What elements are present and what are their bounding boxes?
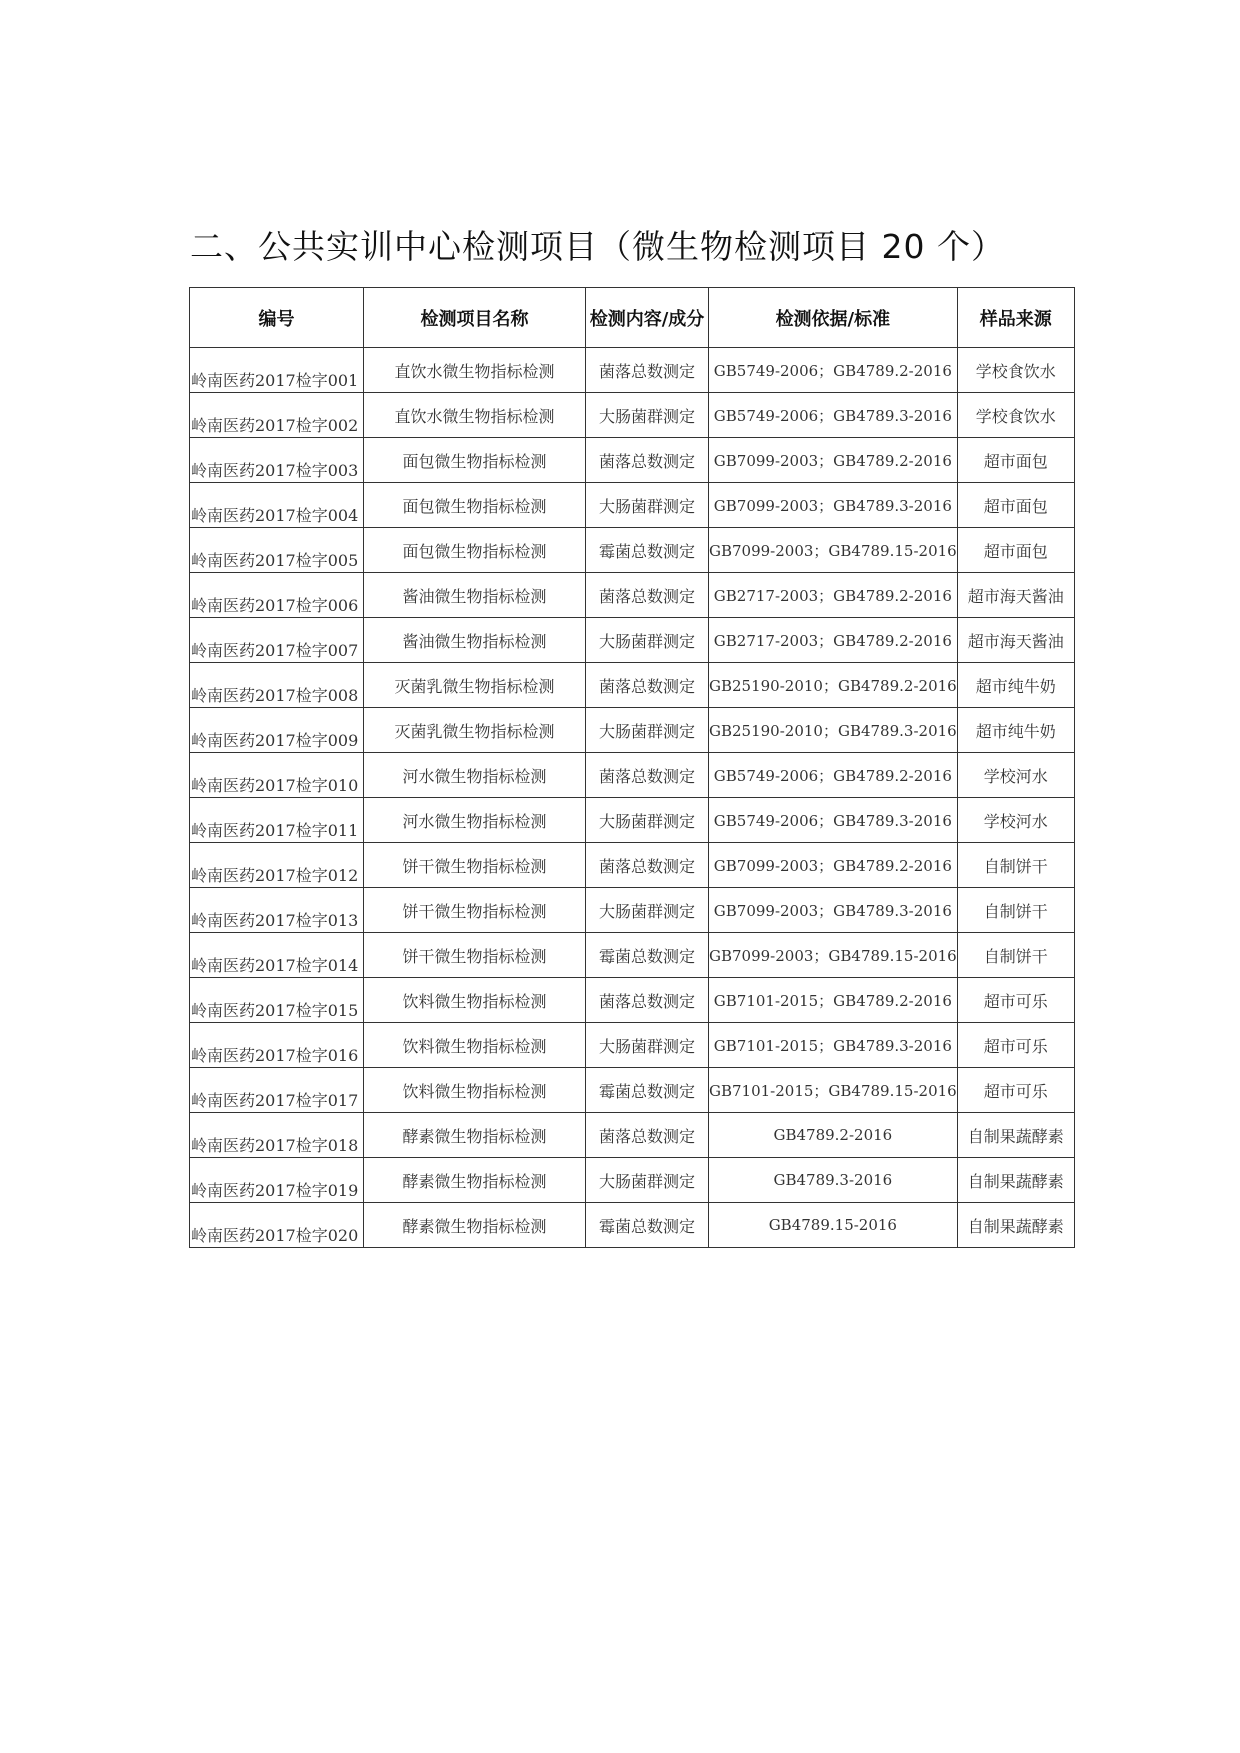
cell-sample-source: 超市海天酱油 [957, 573, 1074, 618]
cell-item-name: 面包微生物指标检测 [364, 483, 586, 528]
cell-content: 霉菌总数测定 [586, 1068, 709, 1113]
cell-content: 大肠菌群测定 [586, 1023, 709, 1068]
cell-content: 菌落总数测定 [586, 663, 709, 708]
header-id: 编号 [190, 288, 364, 348]
cell-id: 岭南医药2017检字005 [190, 528, 364, 573]
cell-item-name: 面包微生物指标检测 [364, 528, 586, 573]
table-row [190, 438, 1075, 483]
cell-content: 菌落总数测定 [586, 753, 709, 798]
cell-standard: GB5749-2006；GB4789.3-2016 [709, 798, 958, 843]
cell-id: 岭南医药2017检字003 [190, 438, 364, 483]
cell-content: 霉菌总数测定 [586, 528, 709, 573]
table-header-row [190, 288, 1075, 348]
table-row [190, 1158, 1075, 1203]
table-row [190, 573, 1075, 618]
cell-sample-source: 超市可乐 [957, 978, 1074, 1023]
cell-standard: GB7099-2003；GB4789.3-2016 [709, 888, 958, 933]
cell-sample-source: 超市可乐 [957, 1023, 1074, 1068]
cell-item-name: 饮料微生物指标检测 [364, 1023, 586, 1068]
cell-id: 岭南医药2017检字010 [190, 753, 364, 798]
table-row [190, 1068, 1075, 1113]
cell-standard: GB25190-2010；GB4789.3-2016 [709, 708, 958, 753]
cell-content: 霉菌总数测定 [586, 1203, 709, 1248]
table-row [190, 888, 1075, 933]
cell-id: 岭南医药2017检字017 [190, 1068, 364, 1113]
cell-id: 岭南医药2017检字001 [190, 348, 364, 393]
cell-standard: GB5749-2006；GB4789.3-2016 [709, 393, 958, 438]
cell-content: 霉菌总数测定 [586, 933, 709, 978]
cell-standard: GB4789.3-2016 [709, 1158, 958, 1203]
cell-content: 菌落总数测定 [586, 573, 709, 618]
cell-id: 岭南医药2017检字012 [190, 843, 364, 888]
cell-sample-source: 超市面包 [957, 483, 1074, 528]
cell-standard: GB7101-2015；GB4789.2-2016 [709, 978, 958, 1023]
cell-standard: GB4789.15-2016 [709, 1203, 958, 1248]
cell-id: 岭南医药2017检字007 [190, 618, 364, 663]
cell-sample-source: 超市面包 [957, 528, 1074, 573]
header-sample-source: 样品来源 [957, 288, 1074, 348]
cell-content: 大肠菌群测定 [586, 1158, 709, 1203]
table-row [190, 708, 1075, 753]
cell-sample-source: 学校食饮水 [957, 393, 1074, 438]
cell-id: 岭南医药2017检字013 [190, 888, 364, 933]
cell-standard: GB7099-2003；GB4789.15-2016 [709, 933, 958, 978]
table-row [190, 1023, 1075, 1068]
cell-id: 岭南医药2017检字011 [190, 798, 364, 843]
cell-standard: GB2717-2003；GB4789.2-2016 [709, 618, 958, 663]
cell-content: 菌落总数测定 [586, 348, 709, 393]
cell-content: 菌落总数测定 [586, 438, 709, 483]
cell-standard: GB5749-2006；GB4789.2-2016 [709, 348, 958, 393]
table-row [190, 798, 1075, 843]
cell-id: 岭南医药2017检字004 [190, 483, 364, 528]
cell-id: 岭南医药2017检字008 [190, 663, 364, 708]
cell-standard: GB7101-2015；GB4789.15-2016 [709, 1068, 958, 1113]
cell-sample-source: 自制饼干 [957, 843, 1074, 888]
cell-content: 大肠菌群测定 [586, 618, 709, 663]
cell-item-name: 酵素微生物指标检测 [364, 1113, 586, 1158]
cell-standard: GB7101-2015；GB4789.3-2016 [709, 1023, 958, 1068]
cell-item-name: 饼干微生物指标检测 [364, 843, 586, 888]
table-row [190, 933, 1075, 978]
table-row [190, 843, 1075, 888]
cell-content: 大肠菌群测定 [586, 888, 709, 933]
cell-id: 岭南医药2017检字019 [190, 1158, 364, 1203]
cell-standard: GB2717-2003；GB4789.2-2016 [709, 573, 958, 618]
cell-standard: GB7099-2003；GB4789.3-2016 [709, 483, 958, 528]
header-content: 检测内容/成分 [586, 288, 709, 348]
cell-sample-source: 自制饼干 [957, 933, 1074, 978]
cell-item-name: 河水微生物指标检测 [364, 798, 586, 843]
table-row [190, 618, 1075, 663]
table-row [190, 483, 1075, 528]
cell-item-name: 饮料微生物指标检测 [364, 1068, 586, 1113]
cell-standard: GB4789.2-2016 [709, 1113, 958, 1158]
table-row [190, 393, 1075, 438]
cell-sample-source: 超市可乐 [957, 1068, 1074, 1113]
header-item-name: 检测项目名称 [364, 288, 586, 348]
cell-standard: GB5749-2006；GB4789.2-2016 [709, 753, 958, 798]
cell-sample-source: 超市纯牛奶 [957, 708, 1074, 753]
cell-sample-source: 学校河水 [957, 753, 1074, 798]
cell-content: 菌落总数测定 [586, 978, 709, 1023]
cell-item-name: 直饮水微生物指标检测 [364, 393, 586, 438]
table-row [190, 978, 1075, 1023]
cell-content: 大肠菌群测定 [586, 708, 709, 753]
cell-content: 大肠菌群测定 [586, 393, 709, 438]
cell-id: 岭南医药2017检字018 [190, 1113, 364, 1158]
inspection-table-container [189, 287, 1075, 1248]
cell-sample-source: 自制果蔬酵素 [957, 1203, 1074, 1248]
cell-item-name: 河水微生物指标检测 [364, 753, 586, 798]
cell-id: 岭南医药2017检字002 [190, 393, 364, 438]
page-title: 二、公共实训中心检测项目（微生物检测项目 20 个） [190, 227, 1005, 266]
cell-content: 菌落总数测定 [586, 843, 709, 888]
cell-standard: GB7099-2003；GB4789.2-2016 [709, 843, 958, 888]
inspection-items-table [189, 287, 1075, 1248]
cell-item-name: 酱油微生物指标检测 [364, 618, 586, 663]
cell-item-name: 饮料微生物指标检测 [364, 978, 586, 1023]
cell-standard: GB7099-2003；GB4789.15-2016 [709, 528, 958, 573]
cell-content: 菌落总数测定 [586, 1113, 709, 1158]
cell-id: 岭南医药2017检字015 [190, 978, 364, 1023]
table-row [190, 663, 1075, 708]
cell-sample-source: 自制果蔬酵素 [957, 1158, 1074, 1203]
table-row [190, 753, 1075, 798]
cell-id: 岭南医药2017检字009 [190, 708, 364, 753]
cell-sample-source: 超市面包 [957, 438, 1074, 483]
cell-item-name: 酵素微生物指标检测 [364, 1158, 586, 1203]
cell-id: 岭南医药2017检字016 [190, 1023, 364, 1068]
table-row [190, 528, 1075, 573]
header-standard: 检测依据/标准 [709, 288, 958, 348]
cell-sample-source: 学校食饮水 [957, 348, 1074, 393]
cell-standard: GB25190-2010；GB4789.2-2016 [709, 663, 958, 708]
cell-item-name: 饼干微生物指标检测 [364, 888, 586, 933]
cell-id: 岭南医药2017检字014 [190, 933, 364, 978]
cell-item-name: 灭菌乳微生物指标检测 [364, 663, 586, 708]
cell-sample-source: 学校河水 [957, 798, 1074, 843]
cell-item-name: 酱油微生物指标检测 [364, 573, 586, 618]
cell-sample-source: 自制饼干 [957, 888, 1074, 933]
table-row [190, 1113, 1075, 1158]
cell-id: 岭南医药2017检字020 [190, 1203, 364, 1248]
cell-content: 大肠菌群测定 [586, 798, 709, 843]
cell-sample-source: 自制果蔬酵素 [957, 1113, 1074, 1158]
cell-standard: GB7099-2003；GB4789.2-2016 [709, 438, 958, 483]
cell-item-name: 灭菌乳微生物指标检测 [364, 708, 586, 753]
cell-item-name: 酵素微生物指标检测 [364, 1203, 586, 1248]
cell-item-name: 面包微生物指标检测 [364, 438, 586, 483]
table-row [190, 348, 1075, 393]
cell-item-name: 直饮水微生物指标检测 [364, 348, 586, 393]
cell-sample-source: 超市海天酱油 [957, 618, 1074, 663]
table-row [190, 1203, 1075, 1248]
cell-item-name: 饼干微生物指标检测 [364, 933, 586, 978]
cell-sample-source: 超市纯牛奶 [957, 663, 1074, 708]
table-body [190, 348, 1075, 1248]
cell-id: 岭南医药2017检字006 [190, 573, 364, 618]
cell-content: 大肠菌群测定 [586, 483, 709, 528]
